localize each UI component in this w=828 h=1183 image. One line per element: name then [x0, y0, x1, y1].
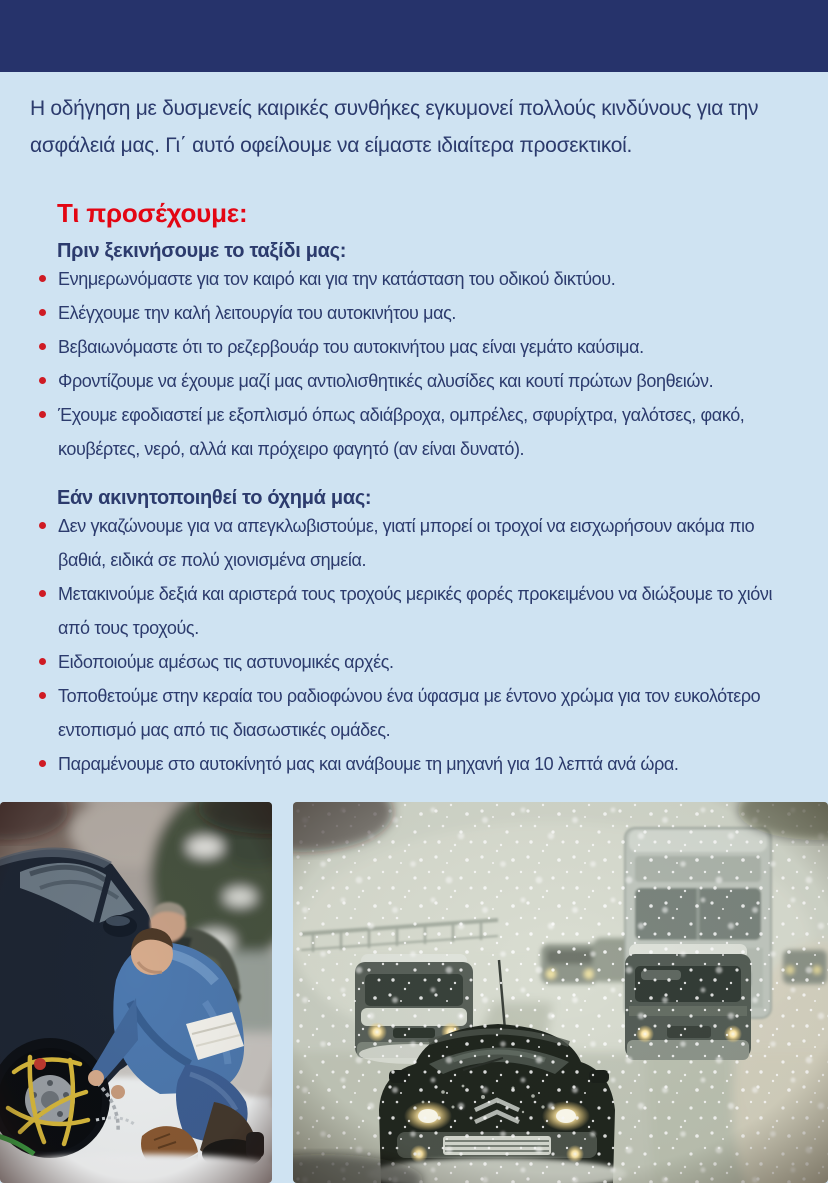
bullet-icon	[39, 692, 46, 699]
photo-installing-snow-chains	[0, 802, 272, 1183]
bullet-icon	[39, 309, 46, 316]
checklist-item-text: Δεν γκαζώνουμε για να απεγκλωβιστούμε, γιατί μπορεί οι τροχοί να εισχωρήσουν ακόμα πιο βαθιά, ειδικά σε πολύ χιονισμένα σημεία.	[58, 516, 755, 570]
checklist-item	[36, 262, 788, 296]
checklist-item	[36, 747, 788, 781]
intro-paragraph: Η οδήγηση με δυσμενείς καιρικές συνθήκες εγκυμονεί πολλούς κινδύνους για την ασφάλειά μας. Γι΄ αυτό οφείλουμε να είμαστε ιδιαίτερα προσεκτικοί.	[30, 97, 759, 157]
bullet-icon	[39, 411, 46, 418]
checklist-item	[36, 296, 788, 330]
group-heading-if-stranded: Εάν ακινητοποιηθεί το όχημά μας:	[57, 487, 372, 509]
checklist-before-trip	[36, 262, 788, 466]
bullet-icon	[39, 658, 46, 665]
checklist-item-text: Βεβαιωνόμαστε ότι το ρεζερβουάρ του αυτοκινήτου μας είναι γεμάτο καύσιμα.	[58, 337, 644, 357]
checklist-item-text: Έχουμε εφοδιαστεί με εξοπλισμό όπως αδιάβροχα, ομπρέλες, σφυρίχτρα, γαλότσες, φακό, κουβέρτες, νερό, αλλά και πρόχειρο φαγητό (αν είναι δυνατό).	[58, 405, 745, 459]
photo-strip	[0, 802, 828, 1183]
bullet-icon	[39, 590, 46, 597]
bullet-icon	[39, 275, 46, 282]
checklist-item	[36, 364, 788, 398]
checklist-item-text: Ελέγχουμε την καλή λειτουργία του αυτοκινήτου μας.	[58, 303, 456, 323]
bullet-icon	[39, 343, 46, 350]
checklist-item	[36, 330, 788, 364]
checklist-item	[36, 679, 788, 747]
checklist-item-text: Ειδοποιούμε αμέσως τις αστυνομικές αρχές.	[58, 652, 394, 672]
photo-snowstorm-traffic	[293, 802, 828, 1183]
checklist-item	[36, 398, 788, 466]
checklist-item-text: Μετακινούμε δεξιά και αριστερά τους τροχούς μερικές φορές προκειμένου να διώξουμε το χιόνι από τους τροχούς.	[58, 584, 773, 638]
section-title: Τι προσέχουμε:	[57, 198, 248, 228]
checklist-item	[36, 577, 788, 645]
bullet-icon	[39, 522, 46, 529]
bullet-icon	[39, 760, 46, 767]
checklist-if-stranded	[36, 509, 788, 781]
checklist-item	[36, 509, 788, 577]
checklist-item-text: Φροντίζουμε να έχουμε μαζί μας αντιολισθητικές αλυσίδες και κουτί πρώτων βοηθειών.	[58, 371, 714, 391]
bullet-icon	[39, 377, 46, 384]
checklist-item-text: Τοποθετούμε στην κεραία του ραδιοφώνου ένα ύφασμα με έντονο χρώμα για τον ευκολότερο εντοπισμό μας από τις διασωστικές ομάδες.	[58, 686, 761, 740]
checklist-item-text: Παραμένουμε στο αυτοκίνητό μας και ανάβουμε τη μηχανή για 10 λεπτά ανά ώρα.	[58, 754, 679, 774]
header-bar	[0, 0, 828, 72]
checklist-item-text: Ενημερωνόμαστε για τον καιρό και για την κατάσταση του οδικού δικτύου.	[58, 269, 616, 289]
checklist-item	[36, 645, 788, 679]
group-heading-before-trip: Πριν ξεκινήσουμε το ταξίδι μας:	[57, 240, 347, 262]
